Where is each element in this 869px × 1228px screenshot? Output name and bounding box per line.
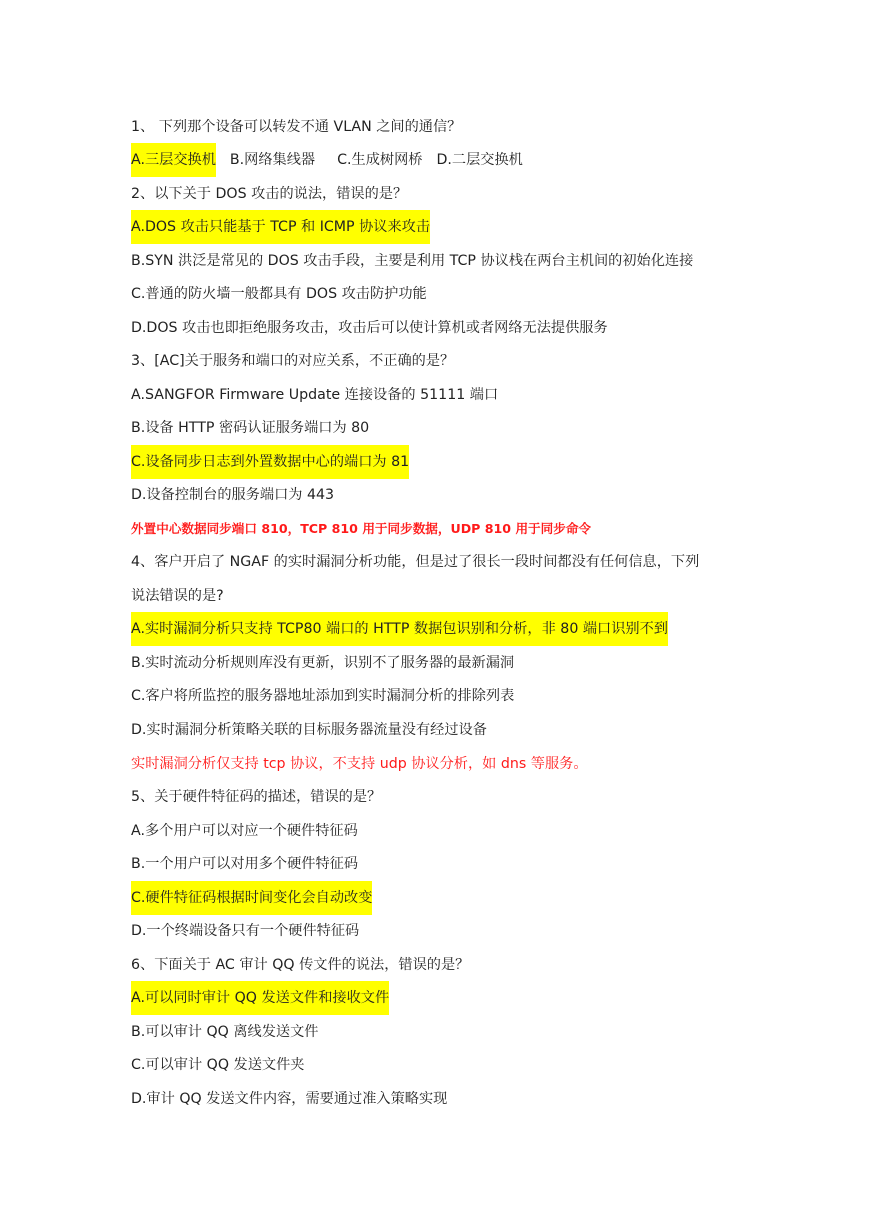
highlighted-answer: A.DOS 攻击只能基于 TCP 和 ICMP 协议来攻击 (131, 210, 430, 244)
question-1-option-d: D.二层交换机 (436, 152, 523, 168)
question-3-note: 外置中心数据同步端口 810，TCP 810 用于同步数据，UDP 810 用于同步命令 (131, 521, 592, 536)
question-2-option-d: D.DOS 攻击也即拒绝服务攻击，攻击后可以使计算机或者网络无法提供服务 (131, 320, 608, 336)
question-3-option-d: D.设备控制台的服务端口为 443 (131, 487, 335, 503)
question-2-option-a (131, 210, 430, 244)
question-1-option-a-highlighted: A.三层交换机 (131, 143, 216, 177)
question-5-option-b: B.一个用户可以对用多个硬件特征码 (131, 856, 359, 872)
question-3-option-a: A.SANGFOR Firmware Update 连接设备的 51111 端口 (131, 387, 499, 403)
question-6-option-d: D.审计 QQ 发送文件内容，需要通过准入策略实现 (131, 1091, 448, 1107)
question-5-option-c (131, 881, 372, 915)
question-4-option-c: C.客户将所监控的服务器地址添加到实时漏洞分析的排除列表 (131, 688, 515, 704)
question-2-option-b: B.SYN 洪泛是常见的 DOS 攻击手段，主要是利用 TCP 协议栈在两台主机间的初始化连接 (131, 253, 694, 269)
question-6-option-a (131, 981, 389, 1015)
question-6: 6、下面关于 AC 审计 QQ 传文件的说法，错误的是？ (131, 957, 470, 973)
question-5: 5、关于硬件特征码的描述，错误的是？ (131, 789, 382, 805)
question-4-line-1: 4、客户开启了 NGAF 的实时漏洞分析功能，但是过了很长一段时间都没有任何信息，下列 (131, 554, 700, 570)
highlighted-answer: A.可以同时审计 QQ 发送文件和接收文件 (131, 981, 389, 1015)
question-4-option-b: B.实时流动分析规则库没有更新，识别不了服务器的最新漏洞 (131, 655, 515, 671)
question-3-option-b: B.设备 HTTP 密码认证服务端口为 80 (131, 420, 370, 436)
highlighted-answer: A.实时漏洞分析只支持 TCP80 端口的 HTTP 数据包识别和分析，非 80 端口识别不到 (131, 612, 668, 646)
question-1-option-b: B.网络集线器 (229, 152, 316, 168)
question-5-option-a: A.多个用户可以对应一个硬件特征码 (131, 823, 358, 839)
question-2: 2、以下关于 DOS 攻击的说法，错误的是？ (131, 186, 408, 202)
question-4-line-2: 说法错误的是? (131, 588, 224, 604)
question-1-option-c: C.生成树网桥 (337, 152, 423, 168)
question-6-option-c: C.可以审计 QQ 发送文件夹 (131, 1057, 305, 1073)
question-2-option-c: C.普通的防火墙一般都具有 DOS 攻击防护功能 (131, 286, 427, 302)
question-3-option-c (131, 445, 409, 479)
highlighted-answer: C.设备同步日志到外置数据中心的端口为 81 (131, 445, 409, 479)
question-3: 3、[AC]关于服务和端口的对应关系，不正确的是？ (131, 353, 455, 369)
question-6-option-b: B.可以审计 QQ 离线发送文件 (131, 1024, 319, 1040)
question-4-option-d: D.实时漏洞分析策略关联的目标服务器流量没有经过设备 (131, 722, 487, 738)
question-1-options (131, 143, 523, 177)
question-5-option-d: D.一个终端设备只有一个硬件特征码 (131, 923, 360, 939)
question-4-option-a (131, 612, 668, 646)
question-4-note: 实时漏洞分析仅支持 tcp 协议，不支持 udp 协议分析，如 dns 等服务。 (131, 756, 588, 772)
question-1: 1、 下列那个设备可以转发不通 VLAN 之间的通信？ (131, 119, 462, 135)
highlighted-answer: C.硬件特征码根据时间变化会自动改变 (131, 881, 372, 915)
